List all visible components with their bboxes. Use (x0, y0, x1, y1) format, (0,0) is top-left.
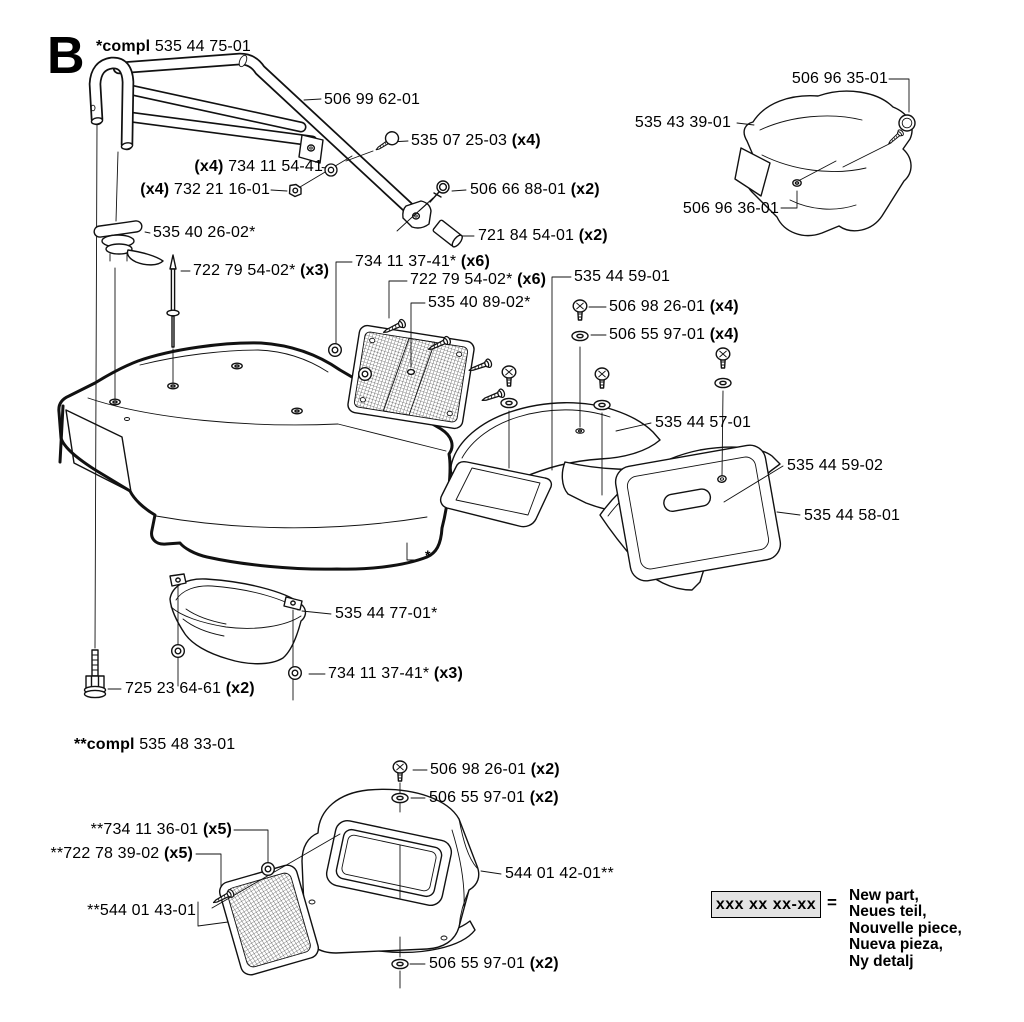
asterisk: * (425, 547, 431, 563)
part-label-722-79-54-02-x6 (410, 272, 546, 289)
section-letter: B (47, 27, 83, 85)
part-number: 535 44 57-01 (655, 414, 752, 431)
part-label-535-44-57-01 (655, 415, 751, 432)
legend-new-part-text (849, 888, 962, 970)
part-number: 535 44 58-01 (804, 507, 901, 524)
part-label-734-11-37-41-x6 (355, 254, 490, 271)
quantity-badge: (x2) (578, 227, 608, 244)
quantity-badge: (x6) (517, 271, 547, 288)
legend-line-es: Nueva pieza, (849, 936, 943, 954)
legend-line-fr: Nouvelle piece, (849, 919, 962, 937)
part-label-734-11-37-41-x3 (328, 666, 463, 683)
part-label-535-44-77-01 (335, 606, 437, 623)
part-number: 544 01 42-01** (505, 865, 614, 882)
long-pin-icon (167, 255, 179, 347)
part-number: 506 99 62-01 (324, 91, 421, 108)
part-label-722-78-39-02 (50, 846, 193, 863)
part-number: 506 55 97-01 (609, 326, 710, 343)
part-label-535-40-26-02 (153, 225, 255, 242)
part-number: 506 55 97-01 (429, 955, 530, 972)
part-label-721-84-54-01 (478, 228, 608, 245)
spacer-721-84-54-01-icon (432, 219, 464, 248)
part-label-734-11-54-41 (194, 159, 323, 176)
seat-plate (613, 443, 783, 584)
part-number: 722 79 54-02* (193, 262, 301, 279)
part-number: 535 07 25-03 (411, 132, 512, 149)
part-number: **722 78 39-02 (50, 845, 164, 862)
bolt-725-23-64-61-icon (85, 650, 106, 698)
part-label-506-55-97-01-x2a (429, 790, 559, 807)
part-number: 535 44 59-01 (574, 268, 671, 285)
part-number: 535 44 77-01* (335, 605, 438, 622)
legend-line-sv: Ny detalj (849, 952, 914, 970)
part-label-722-79-54-02-x3 (193, 263, 329, 280)
rollbar-frame (91, 54, 433, 231)
legend-pattern-text: xxx xx xx-xx (715, 895, 817, 913)
part-label-506-55-97-01-x2b (429, 956, 559, 973)
part-number: 535 44 75-01 (154, 38, 251, 55)
part-label-506-98-26-01-x4 (609, 299, 739, 316)
part-number: 535 44 59-02 (787, 457, 884, 474)
part-number: 506 55 97-01 (429, 789, 530, 806)
part-number: 535 40 89-02* (428, 294, 531, 311)
part-number: 734 11 54-41 (228, 158, 323, 175)
quantity-badge: (x2) (225, 680, 255, 697)
part-label-535-40-89-02 (428, 295, 530, 312)
quantity-badge: (x4) (709, 326, 739, 343)
quantity-badge: (x2) (529, 955, 559, 972)
part-label-compl-535-44-75-01 (96, 39, 251, 56)
engine-cover-assembly (217, 789, 478, 977)
part-label-506-96-35-01 (792, 71, 888, 88)
part-number: 506 96 35-01 (791, 70, 888, 87)
quantity-badge: (x2) (530, 761, 560, 778)
part-label-506-98-26-01-x2 (430, 762, 560, 779)
part-number: 535 43 39-01 (634, 114, 731, 131)
quantity-badge: (x4) (511, 132, 541, 149)
legend-line-de: Neues teil, (849, 903, 927, 921)
legend-equals-sign: = (827, 893, 837, 912)
quantity-badge: (x2) (570, 181, 600, 198)
bolt-535-07-25-03-icon (372, 129, 401, 154)
part-label-compl-535-48-33-01 (74, 737, 235, 754)
part-number: 732 21 16-01 (173, 181, 270, 198)
quantity-badge: (x6) (460, 253, 490, 270)
part-number: 506 66 88-01 (470, 181, 571, 198)
quantity-badge: (x5) (202, 821, 232, 838)
part-label-544-01-42-01 (505, 866, 614, 883)
part-label-506-96-36-01 (683, 201, 779, 218)
quantity-badge: (x4) (140, 181, 174, 198)
part-label-544-01-43-01 (87, 903, 196, 920)
quantity-badge: (x4) (194, 158, 229, 175)
part-number: 734 11 37-41* (328, 665, 434, 682)
part-label-506-66-88-01 (470, 182, 600, 199)
nut-732-21-16-01-icon (290, 185, 302, 197)
part-label-506-55-97-01-x4 (609, 327, 739, 344)
quantity-badge: (x3) (433, 665, 463, 682)
quantity-badge: (x3) (300, 262, 330, 279)
part-label-725-23-64-61 (125, 681, 255, 698)
quantity-badge: (x2) (529, 789, 559, 806)
part-number: 506 98 26-01 (430, 761, 531, 778)
part-number: 721 84 54-01 (478, 227, 579, 244)
part-label-535-43-39-01 (635, 115, 731, 132)
part-number: 722 79 54-02* (410, 271, 518, 288)
part-number: 535 48 33-01 (139, 736, 236, 753)
part-label-535-44-59-01 (574, 269, 670, 286)
screw-506-96-36-01-icon (793, 180, 801, 186)
clip-506-66-88-01-icon (430, 181, 449, 202)
legend-line-en: New part, (849, 887, 919, 904)
footnote-star-marker (425, 548, 431, 563)
part-number: 506 96 36-01 (682, 200, 779, 217)
part-number: 725 23 64-61 (125, 680, 226, 697)
part-number: **734 11 36-01 (90, 821, 203, 838)
part-label-734-11-36-01 (91, 822, 232, 839)
compl-prefix: *compl (96, 38, 155, 55)
quantity-badge: (x4) (709, 298, 739, 315)
part-label-535-44-58-01 (804, 508, 900, 525)
part-number: 535 40 26-02* (153, 224, 256, 241)
part-label-732-21-16-01 (140, 182, 270, 199)
part-number: **544 01 43-01 (87, 902, 196, 919)
part-number: 734 11 37-41* (355, 253, 461, 270)
washer-734-11-54-41-icon (325, 164, 337, 176)
compl-prefix: **compl (74, 736, 140, 753)
quantity-badge: (x5) (163, 845, 193, 862)
part-label-506-99-62-01 (324, 92, 420, 109)
part-label-535-44-59-02 (787, 458, 883, 475)
part-number: 506 98 26-01 (609, 298, 710, 315)
part-label-535-07-25-03 (411, 133, 541, 150)
lower-guard-bucket (170, 574, 305, 664)
legend-pattern-box (711, 891, 821, 918)
